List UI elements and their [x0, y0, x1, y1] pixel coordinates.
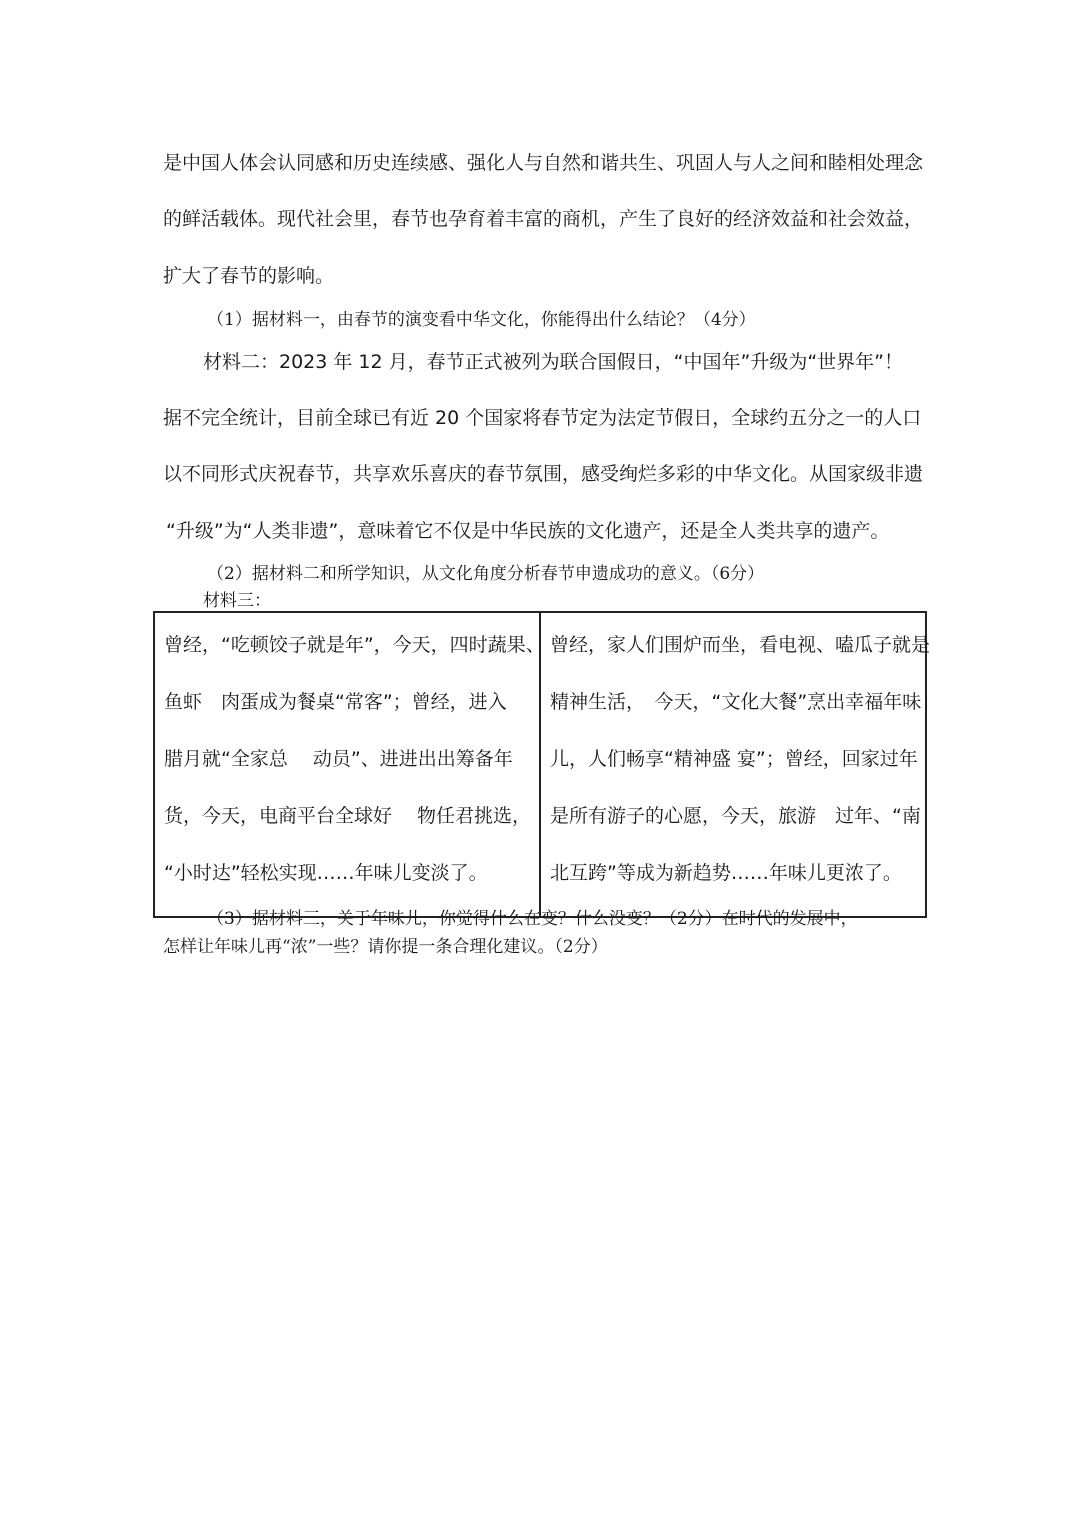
material1-line-2: 的鲜活载体。现代社会里，春节也孕育着丰富的商机，产生了良好的经济效益和社会效益，: [163, 208, 924, 230]
material3-right-line: 是所有游子的心愿，今天，旅游 过年、“南: [550, 805, 921, 827]
material2-line-3: 以不同形式庆祝春节，共享欢乐喜庆的春节氛围，感受绚烂多彩的中华文化。从国家级非遗: [163, 463, 924, 485]
material3-left-cell: [154, 612, 545, 917]
material3-right-line: 北互跨”等成为新趋势……年味儿更浓了。: [550, 862, 902, 884]
material3-table: [153, 611, 931, 918]
material3-right-cell: [540, 612, 931, 917]
material3-left-line: 曾经，“吃顿饺子就是年”，今天，四时蔬果、: [164, 634, 545, 656]
material2-line-4: “升级”为“人类非遗”，意味着它不仅是中华民族的文化遗产，还是全人类共享的遗产。: [166, 520, 890, 542]
question-1: （1）据材料一，由春节的演变看中华文化，你能得出什么结论？（4分）: [207, 310, 756, 330]
material3-left-line: 鱼虾 肉蛋成为餐桌“常客”；曾经，进入: [164, 691, 507, 713]
material3-right-line: 儿，人们畅享“精神盛 宴”；曾经，回家过年: [550, 748, 918, 770]
question-2: （2）据材料二和所学知识，从文化角度分析春节申遗成功的意义。（6分）: [207, 564, 765, 584]
material1-line-1: 是中国人体会认同感和历史连续感、强化人与自然和谐共生、巩固人与人之间和睦相处理念: [163, 152, 924, 174]
question-3-line-2: 怎样让年味儿再“浓”一些？请你提一条合理化建议。（2分）: [163, 937, 608, 957]
material3-right-line: 曾经，家人们围炉而坐，看电视、嗑瓜子就是: [550, 634, 931, 656]
material3-left-line: 腊月就“全家总 动员”、进进出出筹备年: [164, 748, 513, 770]
material3-left-line: 货，今天，电商平台全球好 物任君挑选，: [164, 805, 532, 827]
material3-label: 材料三：: [203, 591, 271, 611]
material2-line-1: 材料二：2023 年 12 月，春节正式被列为联合国假日，“中国年”升级为“世界年”！: [203, 351, 904, 373]
material3-left-line: “小时达”轻松实现……年味儿变淡了。: [164, 862, 488, 884]
material1-line-3: 扩大了春节的影响。: [163, 265, 335, 287]
material2-line-2: 据不完全统计，目前全球已有近 20 个国家将春节定为法定节假日，全球约五分之一的人口: [163, 407, 922, 429]
material3-right-line: 精神生活， 今天，“文化大餐”烹出幸福年味: [550, 691, 922, 713]
question-3-line-1: （3）据材料三，关于年味儿，你觉得什么在变？什么没变？（2分）在时代的发展中，: [207, 909, 858, 929]
